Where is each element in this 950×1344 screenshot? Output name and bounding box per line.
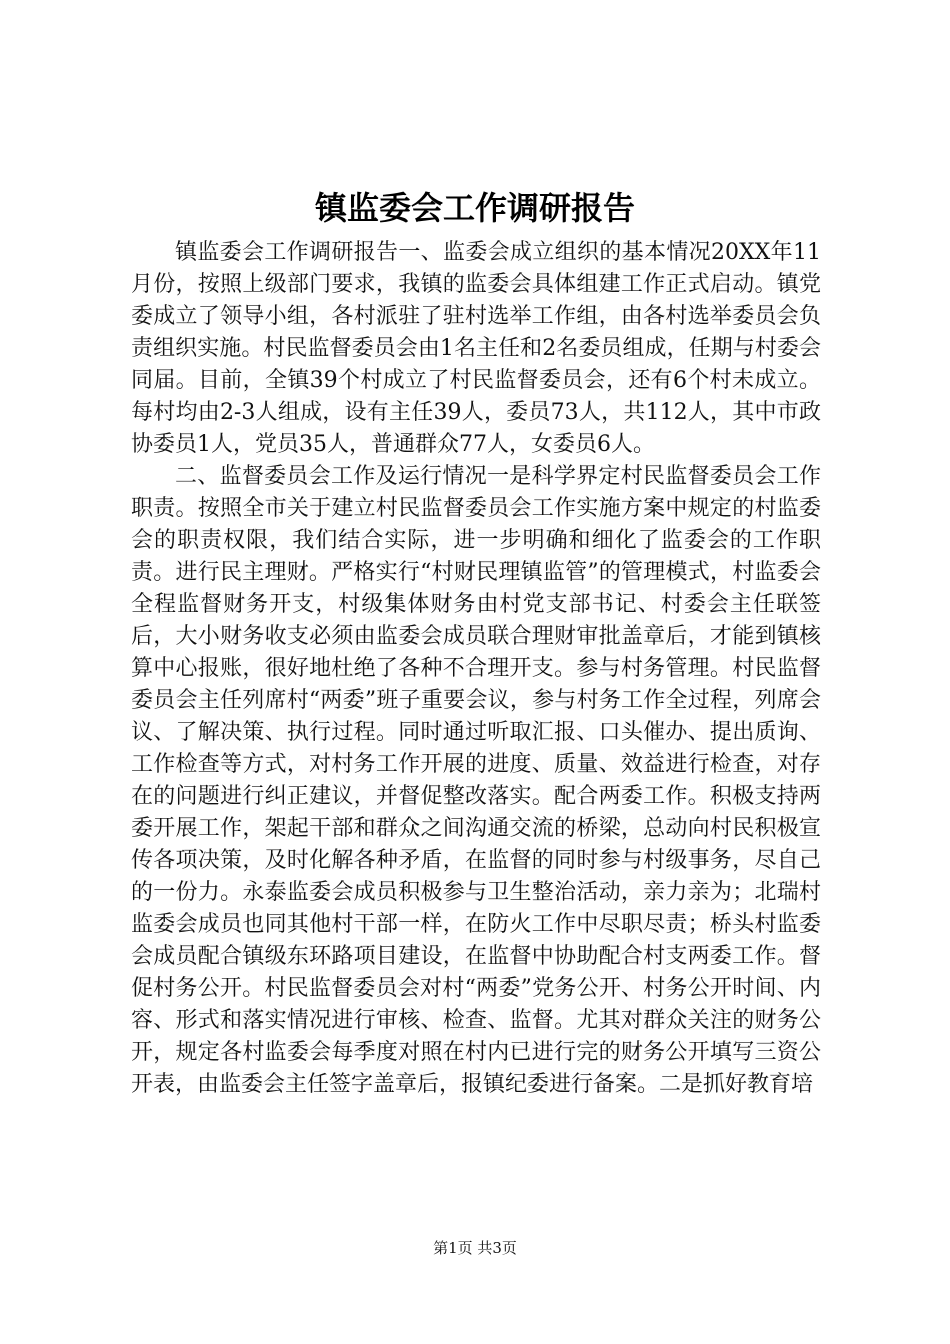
page-number-footer: 第1页 共3页 [433,1239,517,1257]
paragraph-2: 二、监督委员会工作及运行情况一是科学界定村民监督委员会工作职责。按照全市关于建立村民监督委员会工作实施方案中规定的村监委会的职责权限，我们结合实际，进一步明确和细化了监委会的工作职责。进行民主理财。严格实行“村财民理镇监管”的管理模式，村监委会全程监督财务开支，村级集体财务由村党支部书记、村委会主任联签后，大小财务收支必须由监委会成员联合理财审批盖章后，才能到镇核算中心报账，很好地杜绝了各种不合理开支。参与村务管理。村民监督委员会主任列席村“两委”班子重要会议，参与村务工作全过程，列席会议、了解决策、执行过程。同时通过听取汇报、口头催办、提出质询、工作检查等方式，对村务工作开展的进度、质量、效益进行检查，对存在的问题进行纠正建议，并督促整改落实。配合两委工作。积极支持两委开展工作，架起干部和群众之间沟通交流的桥梁，总动向村民积极宣传各项决策，及时化解各种矛盾，在监督的同时参与村级事务，尽自己的一份力。永泰监委会成员积极参与卫生整治活动，亲力亲为；北瑞村监委会成员也同其他村干部一样，在防火工作中尽职尽责；桥头村监委会成员配合镇级东环路项目建设，在监督中协助配合村支两委工作。督促村务公开。村民监督委员会对村“两委”党务公开、村务公开时间、内容、形式和落实情况进行审核、检查、监督。尤其对群众关注的财务公开，规定各村监委会每季度对照在村内已进行完的财务公开填写三资公开表，由监委会主任签字盖章后，报镇纪委进行备案。二是抓好教育培 [131,464,821,1097]
paragraph-1: 镇监委会工作调研报告一、监委会成立组织的基本情况20XX年11月份，按照上级部门要求，我镇的监委会具体组建工作正式启动。镇党委成立了领导小组，各村派驻了驻村选举工作组，由各村选举委员会负责组织实施。村民监督委员会由1名主任和2名委员组成，任期与村委会同届。目前，全镇39个村成立了村民监督委员会，还有6个村未成立。每村均由2-3人组成，设有主任39人，委员73人，共112人，其中市政协委员1人，党员35人，普通群众77人，女委员6人。 [131,240,821,457]
document-title: 镇监委会工作调研报告 [314,189,635,227]
document-body [131,237,821,1101]
